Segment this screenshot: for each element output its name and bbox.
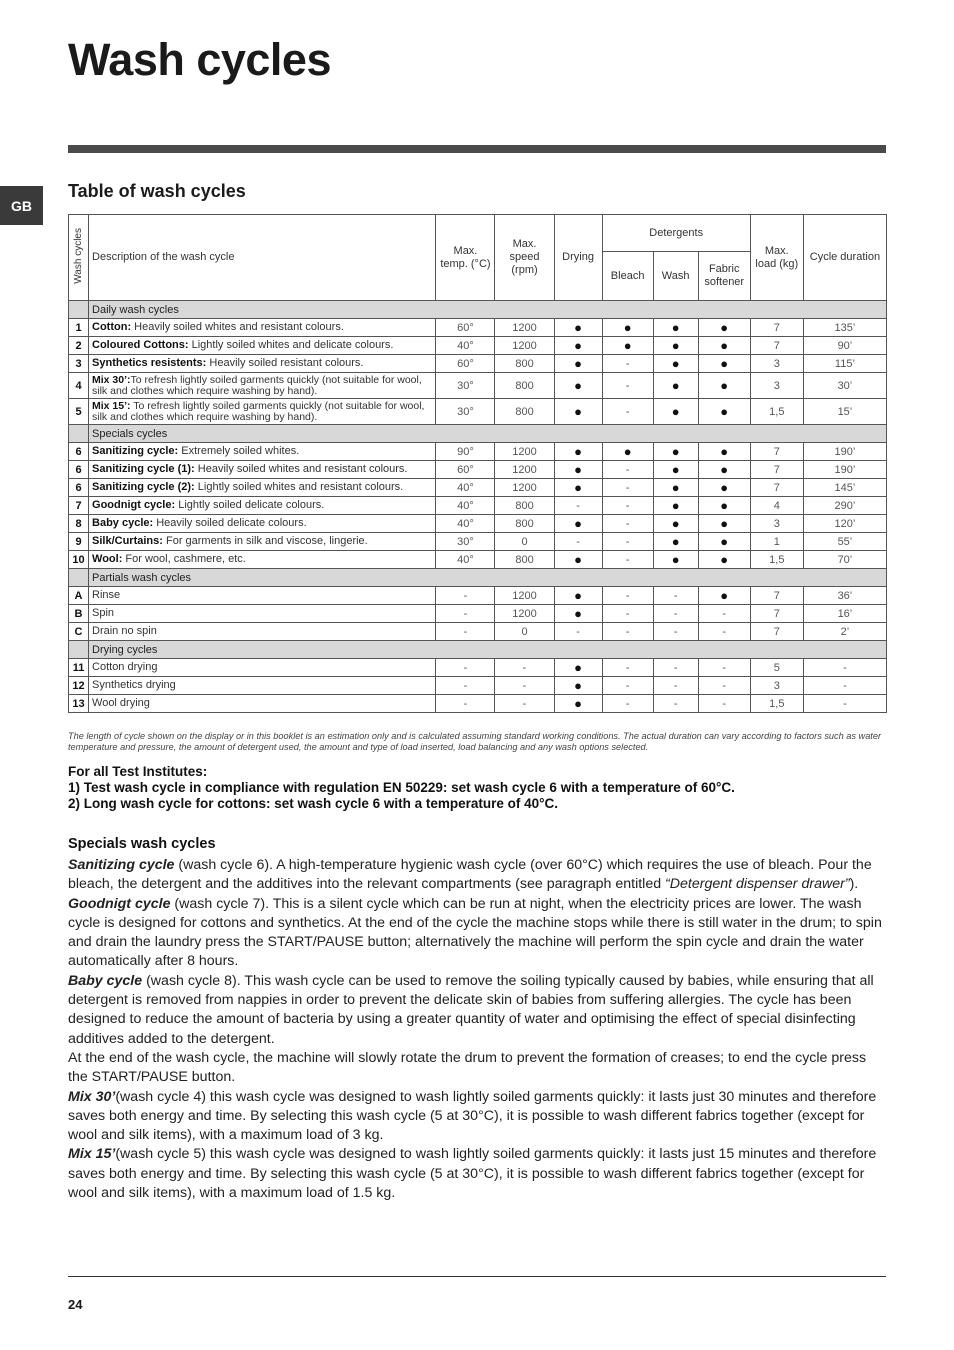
- cell-max-load: 1,5: [750, 695, 803, 713]
- cell-softener: ●: [698, 337, 750, 355]
- cell-softener: ●: [698, 355, 750, 373]
- cycle-number: 4: [69, 373, 89, 399]
- cycle-description: [89, 373, 436, 399]
- cell-max-speed: 800: [495, 399, 554, 425]
- cycle-detail: Wool drying: [92, 697, 150, 709]
- cycle-number: 9: [69, 533, 89, 551]
- cell-wash: ●: [653, 479, 698, 497]
- cell-drying: ●: [554, 319, 602, 337]
- cell-duration: 145’: [803, 479, 886, 497]
- cell-max-temp: 30°: [436, 533, 495, 551]
- cycle-detail: Spin: [92, 607, 115, 619]
- mix30-name: Mix 30’: [68, 1088, 116, 1105]
- cycle-detail: Lightly soiled whites and delicate colours.: [188, 339, 394, 351]
- cycle-number: 3: [69, 355, 89, 373]
- baby-text: (wash cycle 8). This wash cycle can be used to remove the soiling typically caused by babies, while ensuring that all detergent is removed from nappies in order to prevent the delicate skin of babies from suffering allergies. The cycle has been designed to reduce the amount of bacteria by using a greater quantity of water and optimising the effect of special disinfecting additives added to the detergent.: [68, 972, 874, 1047]
- cycle-description: [89, 443, 436, 461]
- col-bleach: Bleach: [602, 252, 653, 301]
- cell-duration: 190’: [803, 461, 886, 479]
- cycle-name: Baby cycle:: [92, 517, 154, 529]
- cell-softener: ●: [698, 373, 750, 399]
- cycle-name: Mix 15’:: [92, 399, 131, 412]
- duration-note: The length of cycle shown on the display or in this booklet is an estimation only and is calculated assuming standard working conditions. The actual duration can vary according to factors such as water temperature and pressure, the amount of detergent used, the amount and type of load inserted, load balancing and any wash options selected.: [68, 731, 882, 752]
- cell-max-speed: 800: [495, 373, 554, 399]
- cell-max-speed: -: [495, 677, 554, 695]
- table-row: [69, 319, 887, 337]
- cell-bleach: -: [602, 551, 653, 569]
- cell-drying: ●: [554, 695, 602, 713]
- cell-bleach: -: [602, 479, 653, 497]
- cell-bleach: -: [602, 461, 653, 479]
- cell-max-speed: 800: [495, 497, 554, 515]
- cycle-number: 11: [69, 659, 89, 677]
- cell-max-temp: -: [436, 695, 495, 713]
- cell-max-load: 7: [750, 587, 803, 605]
- cell-duration: -: [803, 695, 886, 713]
- cycle-name: Sanitizing cycle (2):: [92, 481, 195, 493]
- cell-max-load: 3: [750, 355, 803, 373]
- cell-max-speed: 1200: [495, 337, 554, 355]
- cell-wash: ●: [653, 319, 698, 337]
- cell-drying: ●: [554, 515, 602, 533]
- cell-drying: ●: [554, 479, 602, 497]
- cycle-detail: Heavily soiled delicate colours.: [153, 517, 307, 529]
- group-spacer: [69, 425, 89, 443]
- test-line-1: 1) Test wash cycle in compliance with regulation EN 50229: set wash cycle 6 with a temperature of 60°C.: [68, 780, 735, 795]
- cycle-detail: Extremely soiled whites.: [178, 445, 300, 457]
- mix15-text: (wash cycle 5) this wash cycle was designed to wash lightly soiled garments quickly: it lasts just 15 minutes and therefore saves both energy and time. By selecting this wash cycle (5 at 30°C), it is possible to wash different fabrics together (except for wool and silk items), with a maximum load of 1.5 kg.: [68, 1146, 877, 1202]
- cell-max-temp: 40°: [436, 479, 495, 497]
- cycle-description: [89, 461, 436, 479]
- cycle-description: [89, 695, 436, 713]
- test-line-2: 2) Long wash cycle for cottons: set wash cycle 6 with a temperature of 40°C.: [68, 796, 559, 811]
- cycle-number: C: [69, 623, 89, 641]
- cycle-description: [89, 533, 436, 551]
- cell-max-speed: -: [495, 659, 554, 677]
- cell-softener: ●: [698, 533, 750, 551]
- cycle-description: [89, 623, 436, 641]
- cycle-number: 6: [69, 443, 89, 461]
- cell-max-temp: 60°: [436, 461, 495, 479]
- col-description: Description of the wash cycle: [89, 215, 436, 301]
- col-wash: Wash: [653, 252, 698, 301]
- cell-max-temp: 60°: [436, 355, 495, 373]
- cell-max-load: 3: [750, 373, 803, 399]
- cycle-name: Sanitizing cycle:: [92, 445, 179, 457]
- footer-rule: [68, 1276, 886, 1277]
- cell-drying: ●: [554, 587, 602, 605]
- cycle-detail: Cotton drying: [92, 661, 158, 673]
- cell-max-load: 7: [750, 623, 803, 641]
- cell-drying: ●: [554, 373, 602, 399]
- cycle-name: Wool:: [92, 553, 123, 565]
- table-row: [69, 337, 887, 355]
- cell-max-speed: 1200: [495, 319, 554, 337]
- col-wash-cycles: Wash cycles: [69, 215, 89, 301]
- cell-max-load: 7: [750, 319, 803, 337]
- goodnight-text: (wash cycle 7). This is a silent cycle which can be run at night, when the electricity prices are lower. The wash cycle is designed for cottons and synthetics. At the end of the cycle the machine stops while there is still water in the drum; to spin and drain the laundry press the START/PAUSE button; alternatively the machine will perform the spin cycle and drain the water automatically after 8 hours.: [68, 895, 882, 970]
- cycle-description: [89, 677, 436, 695]
- cell-max-speed: 0: [495, 623, 554, 641]
- header-rule: [68, 145, 886, 153]
- cell-max-load: 1,5: [750, 551, 803, 569]
- cell-wash: ●: [653, 551, 698, 569]
- cell-drying: ●: [554, 605, 602, 623]
- cell-bleach: -: [602, 659, 653, 677]
- cycle-detail: Lightly soiled whites and resistant colours.: [194, 481, 404, 493]
- cell-drying: ●: [554, 461, 602, 479]
- cell-bleach: -: [602, 497, 653, 515]
- cell-max-load: 1,5: [750, 399, 803, 425]
- cell-drying: ●: [554, 337, 602, 355]
- cell-drying: ●: [554, 659, 602, 677]
- cell-max-load: 7: [750, 337, 803, 355]
- sanitizing-paragraph: [68, 856, 888, 895]
- test-heading: For all Test Institutes:: [68, 764, 208, 779]
- end-paragraph: At the end of the wash cycle, the machine will slowly rotate the drum to prevent the formation of creases; to end the cycle press the START/PAUSE button.: [68, 1049, 867, 1086]
- group-label: Daily wash cycles: [89, 301, 887, 319]
- cell-max-load: 4: [750, 497, 803, 515]
- group-row: [69, 641, 887, 659]
- cell-max-load: 3: [750, 515, 803, 533]
- cell-drying: -: [554, 623, 602, 641]
- cell-bleach: -: [602, 587, 653, 605]
- cell-max-temp: -: [436, 587, 495, 605]
- cycle-number: 12: [69, 677, 89, 695]
- table-row: [69, 659, 887, 677]
- group-label: Partials wash cycles: [89, 569, 887, 587]
- cycle-detail: Drain no spin: [92, 625, 157, 637]
- cell-max-speed: 800: [495, 551, 554, 569]
- cell-bleach: -: [602, 373, 653, 399]
- cycle-description: [89, 605, 436, 623]
- cell-max-load: 7: [750, 479, 803, 497]
- cell-duration: 36’: [803, 587, 886, 605]
- cycle-number: 6: [69, 461, 89, 479]
- cell-duration: 90’: [803, 337, 886, 355]
- cell-softener: ●: [698, 443, 750, 461]
- cycle-description: [89, 659, 436, 677]
- cell-max-speed: 1200: [495, 587, 554, 605]
- col-max-temp: Max. temp. (°C): [436, 215, 495, 301]
- mix30-text: (wash cycle 4) this wash cycle was designed to wash lightly soiled garments quickly: it lasts just 30 minutes and therefore saves both energy and time. By selecting this wash cycle (5 at 30°C), it is possible to wash different fabrics together (except for wool and silk items), with a maximum load of 3 kg.: [68, 1088, 877, 1144]
- cycle-name: Mix 30’:: [92, 373, 131, 386]
- cell-bleach: ●: [602, 443, 653, 461]
- cycle-number: A: [69, 587, 89, 605]
- cell-drying: -: [554, 497, 602, 515]
- cell-wash: ●: [653, 337, 698, 355]
- cell-duration: 115’: [803, 355, 886, 373]
- table-row: [69, 461, 887, 479]
- cycle-name: Coloured Cottons:: [92, 339, 189, 351]
- table-body: [69, 301, 887, 713]
- baby-name: Baby cycle: [68, 972, 143, 989]
- cell-wash: ●: [653, 497, 698, 515]
- cycle-number: 1: [69, 319, 89, 337]
- col-drying: Drying: [554, 215, 602, 301]
- cell-bleach: -: [602, 695, 653, 713]
- cell-drying: ●: [554, 551, 602, 569]
- cell-wash: -: [653, 677, 698, 695]
- cycle-detail: For garments in silk and viscose, lingerie.: [162, 535, 368, 547]
- cell-softener: ●: [698, 479, 750, 497]
- cell-max-load: 7: [750, 605, 803, 623]
- sanitizing-name: Sanitizing cycle: [68, 857, 175, 873]
- cell-max-load: 5: [750, 659, 803, 677]
- cycle-detail: Rinse: [92, 589, 121, 601]
- cell-max-speed: 1200: [495, 605, 554, 623]
- cell-duration: 55’: [803, 533, 886, 551]
- cycle-detail: Heavily soiled whites and resistant colours.: [194, 463, 408, 475]
- cell-bleach: -: [602, 399, 653, 425]
- cycle-description: [89, 479, 436, 497]
- group-spacer: [69, 641, 89, 659]
- cycle-description: [89, 337, 436, 355]
- cell-wash: ●: [653, 399, 698, 425]
- cell-softener: -: [698, 605, 750, 623]
- cell-max-temp: 40°: [436, 337, 495, 355]
- cell-softener: ●: [698, 461, 750, 479]
- cell-softener: ●: [698, 497, 750, 515]
- table-row: [69, 443, 887, 461]
- cell-wash: -: [653, 695, 698, 713]
- cell-bleach: ●: [602, 319, 653, 337]
- table-row: [69, 399, 887, 425]
- cell-softener: ●: [698, 319, 750, 337]
- group-spacer: [69, 301, 89, 319]
- wash-cycles-table: [68, 214, 887, 713]
- table-row: [69, 587, 887, 605]
- cell-wash: ●: [653, 515, 698, 533]
- cell-duration: 135’: [803, 319, 886, 337]
- cell-max-temp: -: [436, 623, 495, 641]
- cell-wash: ●: [653, 461, 698, 479]
- col-fabric-softener: Fabric softener: [698, 252, 750, 301]
- cell-drying: ●: [554, 399, 602, 425]
- cell-softener: -: [698, 659, 750, 677]
- col-cycle-duration: Cycle duration: [803, 215, 886, 301]
- goodnight-paragraph: [68, 895, 888, 972]
- language-tab: GB: [0, 186, 43, 225]
- cell-max-temp: -: [436, 605, 495, 623]
- cycle-detail: For wool, cashmere, etc.: [122, 553, 246, 565]
- table-row: [69, 605, 887, 623]
- cycle-description: [89, 515, 436, 533]
- cell-drying: ●: [554, 355, 602, 373]
- cell-bleach: -: [602, 677, 653, 695]
- page-title: Wash cycles: [68, 34, 331, 85]
- specials-heading: Specials wash cycles: [68, 836, 216, 852]
- cell-wash: -: [653, 605, 698, 623]
- cycle-number: 7: [69, 497, 89, 515]
- sanitizing-ref: “Detergent dispenser drawer”: [665, 876, 850, 893]
- col-detergents: Detergents: [602, 215, 750, 252]
- table-row: [69, 677, 887, 695]
- cycle-number: 10: [69, 551, 89, 569]
- cell-wash: ●: [653, 443, 698, 461]
- goodnight-name: Goodnigt cycle: [68, 895, 171, 912]
- cycle-number: B: [69, 605, 89, 623]
- cell-bleach: ●: [602, 337, 653, 355]
- cell-duration: 70’: [803, 551, 886, 569]
- cell-wash: -: [653, 659, 698, 677]
- cycle-detail: Heavily soiled whites and resistant colours.: [131, 321, 344, 333]
- cycle-description: [89, 355, 436, 373]
- table-row: [69, 623, 887, 641]
- cell-duration: 290’: [803, 497, 886, 515]
- cell-max-speed: 0: [495, 533, 554, 551]
- cell-max-temp: 40°: [436, 551, 495, 569]
- cycle-detail: Lightly soiled delicate colours.: [175, 499, 325, 511]
- specials-text: [68, 856, 888, 1203]
- cell-duration: 16’: [803, 605, 886, 623]
- table-row: [69, 497, 887, 515]
- cell-bleach: -: [602, 605, 653, 623]
- group-row: [69, 425, 887, 443]
- group-label: Drying cycles: [89, 641, 887, 659]
- mix15-paragraph: [68, 1145, 888, 1203]
- cell-wash: ●: [653, 373, 698, 399]
- cell-softener: -: [698, 677, 750, 695]
- cell-duration: 30’: [803, 373, 886, 399]
- cell-wash: ●: [653, 533, 698, 551]
- cell-softener: -: [698, 623, 750, 641]
- cell-max-speed: 1200: [495, 461, 554, 479]
- cell-bleach: -: [602, 355, 653, 373]
- sanitizing-text: (wash cycle 6). A high-temperature hygienic wash cycle (over 60°C) which requires the use of bleach. Pour the bleach, the detergent and the additives into the relevant compartments (see paragraph entitled: [68, 857, 872, 893]
- cell-max-temp: -: [436, 659, 495, 677]
- cell-max-speed: 800: [495, 515, 554, 533]
- cycle-name: Goodnigt cycle:: [92, 499, 176, 511]
- cell-duration: -: [803, 659, 886, 677]
- cycle-number: 2: [69, 337, 89, 355]
- cycle-number: 8: [69, 515, 89, 533]
- cycle-number: 13: [69, 695, 89, 713]
- table-row: [69, 695, 887, 713]
- cycle-name: Synthetics resistents:: [92, 357, 207, 369]
- cell-softener: ●: [698, 399, 750, 425]
- table-row: [69, 533, 887, 551]
- cycle-description: [89, 587, 436, 605]
- cell-max-temp: 30°: [436, 373, 495, 399]
- cell-duration: 190’: [803, 443, 886, 461]
- cell-max-speed: 1200: [495, 443, 554, 461]
- cell-wash: -: [653, 623, 698, 641]
- cell-max-temp: 40°: [436, 515, 495, 533]
- cell-bleach: -: [602, 533, 653, 551]
- cycle-description: [89, 497, 436, 515]
- cell-max-speed: 1200: [495, 479, 554, 497]
- cell-max-temp: 30°: [436, 399, 495, 425]
- cell-max-speed: 800: [495, 355, 554, 373]
- cell-max-temp: -: [436, 677, 495, 695]
- cell-softener: ●: [698, 515, 750, 533]
- cycle-number: 5: [69, 399, 89, 425]
- cell-drying: ●: [554, 677, 602, 695]
- cell-duration: 2’: [803, 623, 886, 641]
- cell-max-load: 1: [750, 533, 803, 551]
- cycle-number: 6: [69, 479, 89, 497]
- section-title: Table of wash cycles: [68, 181, 246, 201]
- cell-drying: -: [554, 533, 602, 551]
- cell-drying: ●: [554, 443, 602, 461]
- mix15-name: Mix 15’: [68, 1146, 116, 1163]
- table-row: [69, 355, 887, 373]
- cycle-detail: To refresh lightly soiled garments quickly (not suitable for wool, silk and clothes which require washing by hand).: [92, 373, 422, 397]
- cycle-detail: Synthetics drying: [92, 679, 176, 691]
- cycle-detail: Heavily soiled resistant colours.: [206, 357, 364, 369]
- cell-softener: -: [698, 695, 750, 713]
- cycle-detail: To refresh lightly soiled garments quickly (not suitable for wool, silk and clothes which require washing by hand).: [92, 399, 425, 423]
- cycle-name: Cotton:: [92, 321, 132, 333]
- cell-wash: ●: [653, 355, 698, 373]
- group-row: [69, 569, 887, 587]
- table-row: [69, 551, 887, 569]
- cell-duration: -: [803, 677, 886, 695]
- cell-wash: -: [653, 587, 698, 605]
- cell-duration: 15’: [803, 399, 886, 425]
- cycle-name: Silk/Curtains:: [92, 535, 163, 547]
- group-label: Specials cycles: [89, 425, 887, 443]
- cell-softener: ●: [698, 551, 750, 569]
- cell-bleach: -: [602, 515, 653, 533]
- cycle-name: Sanitizing cycle (1):: [92, 463, 195, 475]
- cell-max-temp: 60°: [436, 319, 495, 337]
- cycle-description: [89, 319, 436, 337]
- col-max-speed: Max. speed (rpm): [495, 215, 554, 301]
- cycle-description: [89, 399, 436, 425]
- mix30-paragraph: [68, 1088, 888, 1146]
- col-max-load: Max. load (kg): [750, 215, 803, 301]
- cycle-description: [89, 551, 436, 569]
- page-number: 24: [68, 1297, 83, 1312]
- cell-max-load: 3: [750, 677, 803, 695]
- cell-softener: ●: [698, 587, 750, 605]
- cell-max-temp: 90°: [436, 443, 495, 461]
- cell-duration: 120’: [803, 515, 886, 533]
- table-row: [69, 373, 887, 399]
- cell-bleach: -: [602, 623, 653, 641]
- group-spacer: [69, 569, 89, 587]
- cell-max-load: 7: [750, 443, 803, 461]
- table-row: [69, 479, 887, 497]
- group-row: [69, 301, 887, 319]
- sanitizing-end: ).: [849, 876, 859, 893]
- cell-max-temp: 40°: [436, 497, 495, 515]
- cell-max-speed: -: [495, 695, 554, 713]
- test-institutes: [68, 764, 898, 812]
- baby-paragraph: [68, 972, 888, 1049]
- table-row: [69, 515, 887, 533]
- cell-max-load: 7: [750, 461, 803, 479]
